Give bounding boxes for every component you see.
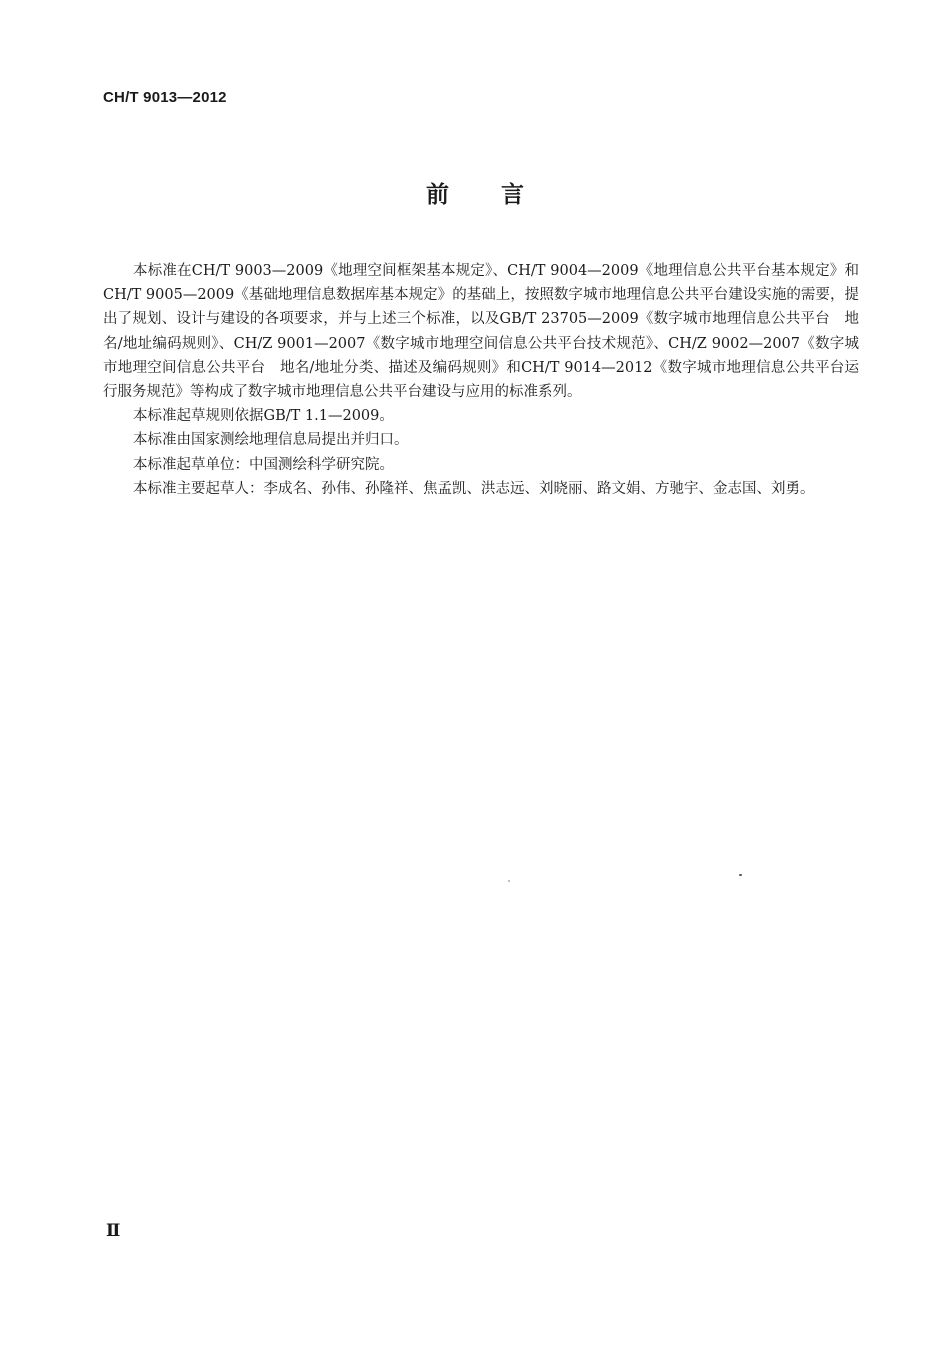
foreword-paragraph-proposer: 本标准由国家测绘地理信息局提出并归口。 — [133, 432, 409, 449]
foreword-paragraph-drafting-unit: 本标准起草单位：中国测绘科学研究院。 — [133, 456, 394, 473]
foreword-body — [103, 259, 859, 501]
foreword-paragraph-drafting-rules: 本标准起草规则依据GB/T 1.1—2009。 — [133, 408, 394, 425]
document-code-header: CH/T 9013—2012 — [103, 89, 227, 106]
section-title-foreword: 前言 — [426, 182, 576, 208]
foreword-paragraph-intro: 本标准在CH/T 9003—2009《地理空间框架基本规定》、CH/T 9004—2009《地理信息公共平台基本规定》和CH/T 9005—2009《基础地理信息数据库基本规定》的基础上，按照数字城市地理信息公共平台建设实施的需要，提出了规划、设计与建设的各项要求，并与上述三个标准，以及GB/T 23705—2009《数字城市地理信息公共平台 地名/地址编码规则》、CH/Z 9001—2007《数字城市地理空间信息公共平台技术规范》、CH/Z 9002—2007《数字城市地理空间信息公共平台 地名/地址分类、描述及编码规则》和CH/T 9014—2012《数字城市地理信息公共平台运行服务规范》等构成了数字城市地理信息公共平台建设与应用的标准系列。 — [103, 263, 859, 401]
foreword-paragraph-drafters: 本标准主要起草人：李成名、孙伟、孙隆祥、焦孟凯、洪志远、刘晓丽、路文娟、方驰宇、金志国、刘勇。 — [133, 480, 815, 497]
scan-speck — [508, 880, 510, 882]
page-number: Ⅱ — [106, 1221, 121, 1241]
scan-speck — [739, 874, 742, 876]
